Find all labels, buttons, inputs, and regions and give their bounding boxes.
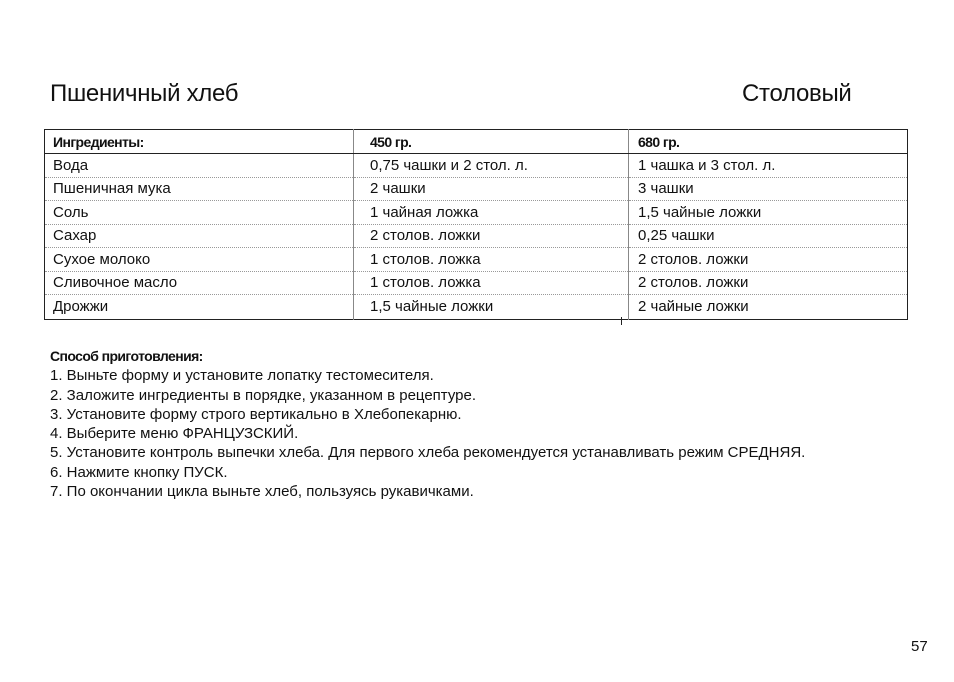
header-680g: 680 гр.: [629, 130, 908, 154]
amount-450g: 2 чашки: [354, 177, 629, 201]
recipe-title: Пшеничный хлеб: [50, 80, 239, 107]
ingredient-name: Сливочное масло: [45, 271, 354, 295]
method-step: 3. Установите форму строго вертикально в Хлебопекарню.: [50, 405, 462, 423]
amount-450g: 0,75 чашки и 2 стол. л.: [354, 154, 629, 178]
amount-680g: 0,25 чашки: [629, 224, 908, 248]
column-divider-tick: [621, 317, 622, 325]
ingredient-name: Пшеничная мука: [45, 177, 354, 201]
table-row: [45, 271, 908, 295]
header-450g: 450 гр.: [354, 130, 629, 154]
ingredient-name: Сухое молоко: [45, 248, 354, 272]
ingredient-name: Дрожжи: [45, 295, 354, 320]
method-section: [50, 347, 805, 501]
method-step: 7. По окончании цикла выньте хлеб, пользуясь рукавичками.: [50, 483, 474, 501]
table-row: [45, 201, 908, 225]
table-row: [45, 177, 908, 201]
method-step: 2. Заложите ингредиенты в порядке, указанном в рецептуре.: [50, 386, 477, 404]
recipe-category: Столовый: [742, 80, 852, 107]
amount-450g: 1 чайная ложка: [354, 201, 629, 225]
amount-680g: 2 столов. ложки: [629, 271, 908, 295]
table-row: [45, 295, 908, 320]
table-row: [45, 248, 908, 272]
ingredients-table: [44, 129, 908, 320]
method-heading: Способ приготовления:: [50, 348, 203, 364]
ingredient-name: Соль: [45, 201, 354, 225]
method-step: 5. Установите контроль выпечки хлеба. Для первого хлеба рекомендуется устанавливать режим СРЕДНЯЯ.: [50, 444, 806, 462]
method-step: 6. Нажмите кнопку ПУСК.: [50, 463, 228, 481]
amount-450g: 2 столов. ложки: [354, 224, 629, 248]
amount-450g: 1,5 чайные ложки: [354, 295, 629, 320]
table-header-row: [45, 130, 908, 154]
amount-450g: 1 столов. ложка: [354, 248, 629, 272]
header-ingredients: Ингредиенты:: [45, 130, 354, 154]
ingredient-name: Сахар: [45, 224, 354, 248]
amount-450g: 1 столов. ложка: [354, 271, 629, 295]
method-step: 1. Выньте форму и установите лопатку тестомесителя.: [50, 367, 434, 385]
method-step: 4. Выберите меню ФРАНЦУЗСКИЙ.: [50, 425, 299, 443]
table-row: [45, 224, 908, 248]
amount-680g: 2 столов. ложки: [629, 248, 908, 272]
page-number: 57: [911, 638, 928, 655]
amount-680g: 3 чашки: [629, 177, 908, 201]
amount-680g: 2 чайные ложки: [638, 297, 749, 315]
ingredient-name: Вода: [45, 154, 354, 178]
table-row: [45, 154, 908, 178]
amount-680g: 1,5 чайные ложки: [629, 201, 908, 225]
amount-680g: 1 чашка и 3 стол. л.: [629, 154, 908, 178]
